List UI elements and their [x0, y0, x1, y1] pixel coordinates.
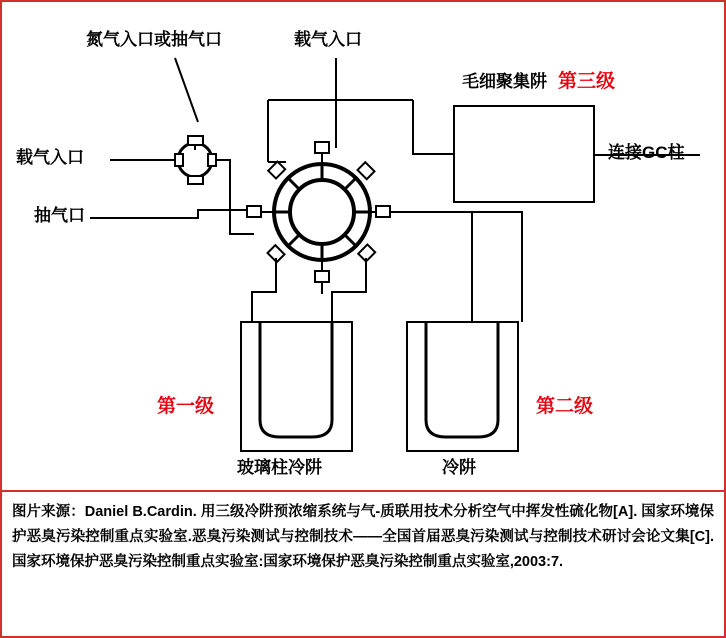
pipe-actuator-to-valve — [216, 160, 254, 234]
label-carrier-gas-inlet-left: 载气入口 — [16, 148, 84, 167]
flow-diagram — [2, 2, 724, 490]
label-gc-column: 连接GC柱 — [608, 143, 685, 162]
pipe-valve-to-stage2 — [390, 212, 472, 322]
stage2-dewar-box — [407, 322, 518, 451]
pipe-valve-to-stage2-b — [472, 212, 522, 322]
pipe-valve-to-stage1-right — [332, 258, 366, 322]
label-capillary-trap: 毛细聚集阱 — [462, 72, 547, 91]
caption-text: 图片来源：Daniel B.Cardin. 用三级冷阱预浓缩系统与气-质联用技术分析空气中挥发性硫化物[A]. 国家环境保护恶臭污染控制重点实验室.恶臭污染测试与控制技术——全国首届恶臭污染测试与控制技术研讨会论文集[C].国家环境保护恶臭污染控制重点实验室:国家环境保护恶臭污染控制重点实验室,2003:7. — [12, 504, 714, 570]
label-stage-two: 第二级 — [536, 396, 594, 417]
pipe-vacuum-port — [187, 210, 254, 218]
label-stage-one: 第一级 — [157, 396, 215, 417]
valve-actuator — [175, 136, 216, 184]
diagram-area — [2, 2, 724, 490]
caption-block — [2, 490, 724, 636]
label-glass-cold-trap: 玻璃柱冷阱 — [237, 458, 322, 477]
pipe-carrier-top — [336, 100, 413, 117]
label-stage-three: 第三级 — [558, 71, 616, 92]
pipe-top-to-trap — [413, 100, 454, 154]
leader-nitrogen-inlet — [175, 58, 198, 122]
label-carrier-gas-inlet-top: 载气入口 — [294, 30, 362, 49]
label-nitrogen-inlet: 氮气入口或抽气口 — [86, 30, 222, 49]
label-vacuum-port: 抽气口 — [34, 206, 85, 225]
pipe-valve-to-stage1-left — [252, 258, 276, 322]
label-cold-trap: 冷阱 — [442, 458, 476, 477]
stage1-dewar-box — [241, 322, 352, 451]
capillary-trap-box — [454, 106, 594, 202]
